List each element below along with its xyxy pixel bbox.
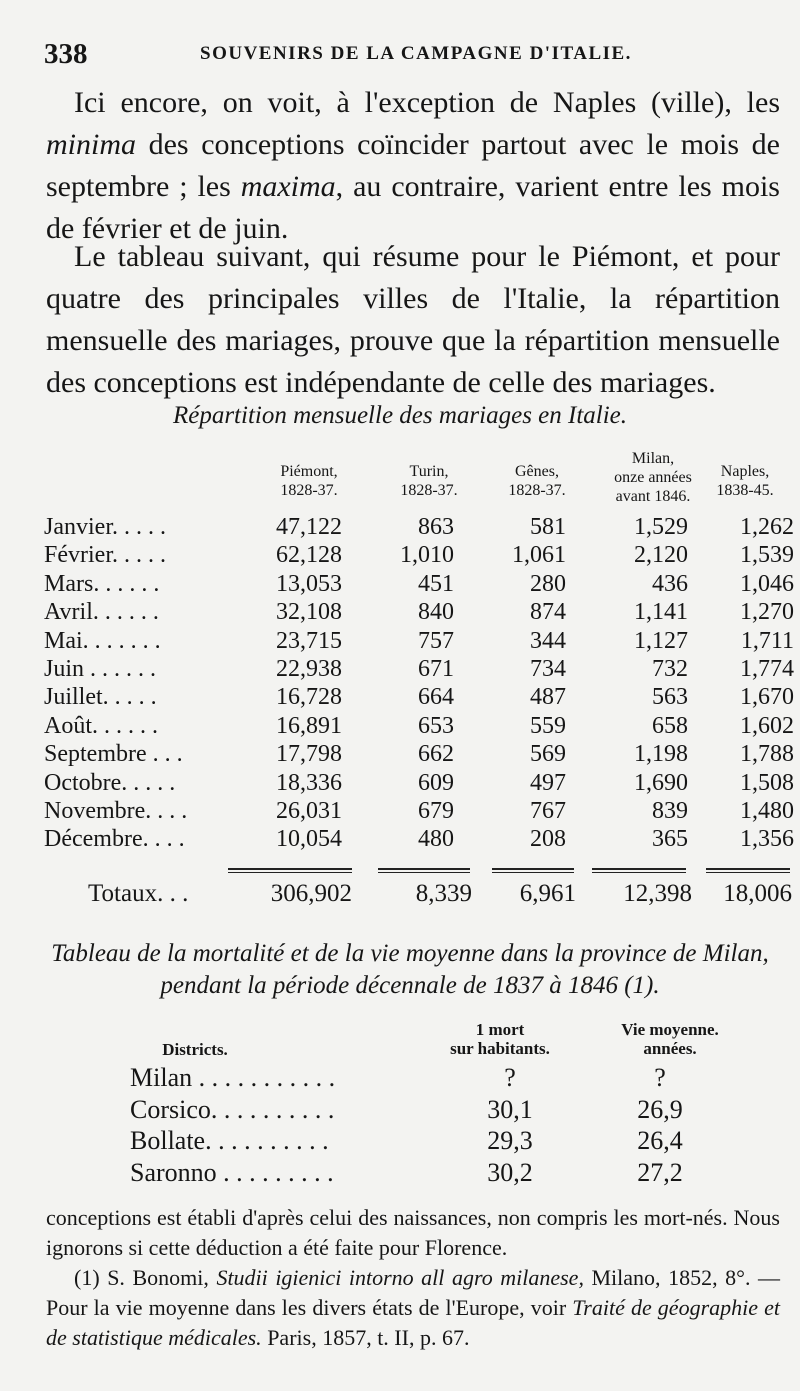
table-cell: 1,602 [740,712,794,739]
table-row [44,655,794,683]
month-label: Mars. . . . . . [44,570,160,597]
total-value: 18,006 [723,880,792,907]
totals-rule [706,868,790,870]
footnote-text: (1) S. Bonomi, [74,1265,217,1290]
totals-label: Totaux. . . [88,880,189,907]
column-header-line: 1828-37. [280,482,338,499]
district-label: Corsico. . . . . . . . . . [130,1094,335,1124]
table-cell: 23,715 [276,627,342,654]
table-cell: 664 [418,684,454,711]
paragraph-text: Ici encore, on voit, à l'exception de Naples (ville), les [74,86,780,119]
table-cell: 734 [530,655,566,682]
table-cell: 874 [530,599,566,626]
table-cell: 1,539 [740,542,794,569]
table-cell: 29,3 [487,1126,533,1155]
table-title-line: Tableau de la mortalité et de la vie moyenne dans la province de Milan, [51,940,769,967]
column-header-line: 1828-37. [400,482,458,499]
column-header-line: années. [643,1039,697,1058]
month-label: Septembre . . . [44,741,183,768]
table-cell: 26,031 [276,797,342,824]
paragraph-italic: minima [46,128,136,161]
table-row [44,683,794,711]
paragraph-text: , au contraire, varient entre les mois de février et de juin. [46,170,780,245]
table-cell: 569 [530,741,566,768]
column-header-line: Turin, [409,463,449,480]
table-cell: 1,529 [634,514,688,540]
column-header-line: Milan, [631,450,675,467]
table-row [44,769,794,797]
month-label: Février. . . . . [44,542,166,569]
column-header-line: avant 1846. [615,488,691,505]
month-label: Juin . . . . . . [44,655,157,682]
table-cell: 757 [418,627,454,654]
page-number: 338 [44,38,88,70]
totals-rule [378,868,470,870]
column-header-districts: Districts. [162,1040,228,1059]
totals-rule [228,872,352,873]
table-row [130,1158,730,1190]
table-row [44,570,794,598]
table-cell: 1,690 [634,769,688,796]
month-label: Janvier. . . . . [44,514,166,540]
column-header-genes [478,462,596,500]
totals-rule [592,868,686,870]
footnote-1 [46,1263,780,1353]
table-cell: 1,774 [740,655,794,682]
table-cell: 559 [530,712,566,739]
totals-rule [706,872,790,873]
footnote-italic: Studii igienici intorno all agro milanese, [216,1265,584,1290]
table-cell: 1,480 [740,797,794,824]
table-cell: 480 [418,826,454,853]
table-cell: 32,108 [276,599,342,626]
table-cell: 1,127 [634,627,688,654]
total-value: 8,339 [415,880,472,907]
table-row [44,541,794,569]
column-header-line: 1828-37. [508,482,566,499]
table-cell: 671 [418,655,454,682]
table-row [44,740,794,768]
total-value: 306,902 [270,880,352,907]
table-marriages-title: Répartition mensuelle des mariages en Italie. [172,402,628,429]
month-label: Novembre. . . . [44,797,188,824]
paragraph-conceptions [46,82,780,250]
table-cell: 609 [418,769,454,796]
table-cell: 679 [418,797,454,824]
table-cell: 208 [530,826,566,853]
footnote-text: Paris, 1857, t. II, p. 67. [261,1325,470,1350]
table-row [44,712,794,740]
total-value: 6,961 [519,880,576,907]
district-label: Milan . . . . . . . . . . . [130,1063,336,1092]
table-row [130,1095,730,1127]
column-header-line: onze années [614,469,692,486]
table-cell: 18,336 [276,769,342,796]
table-cell: 280 [530,570,566,597]
table-cell: 451 [418,570,454,597]
totals-rule [228,868,352,870]
table-cell: 365 [652,826,688,853]
totals-rule [492,872,574,873]
month-label: Août. . . . . . [44,712,158,739]
column-header-line: sur habitants. [450,1039,550,1058]
table-row [130,1063,730,1095]
running-header [44,38,784,72]
table-cell: 30,2 [487,1157,533,1187]
month-label: Décembre. . . . [44,826,185,853]
table-cell: 2,120 [634,542,688,569]
totals-rule [592,872,686,873]
paragraph-mariages: Le tableau suivant, qui résume pour le Piémont, et pour quatre des principales villes de l'Italie, la répartition mensuelle des mariages, prouve que la répartition mensuelle des conceptions est indépendante de celle des mariages. [46,240,780,399]
table-marriages-body [44,513,794,854]
table-cell: 662 [418,741,454,768]
table-row [44,627,794,655]
table-cell: 732 [652,655,688,682]
table-cell: 16,728 [276,684,342,711]
totals-rule [378,872,470,873]
table-cell: 10,054 [276,826,342,853]
total-value: 12,398 [623,880,692,907]
table-cell: 13,053 [276,570,342,597]
table-cell: 1,356 [740,826,794,853]
table-cell: 658 [652,712,688,739]
column-header-mort [430,1020,570,1058]
month-label: Avril. . . . . . [44,599,159,626]
table-mortality-title [40,938,780,1002]
table-cell: 17,798 [276,741,342,768]
table-row [44,513,794,541]
table-cell: 1,198 [634,741,688,768]
table-cell: 1,141 [634,599,688,626]
table-cell: 839 [652,797,688,824]
table-cell: 1,262 [740,514,794,540]
table-cell: 863 [418,514,454,540]
table-cell: 653 [418,712,454,739]
table-cell: 344 [530,627,566,654]
table-row [130,1126,730,1158]
table-row [44,598,794,626]
column-header-vie [600,1020,740,1058]
month-label: Octobre. . . . . [44,769,176,796]
table-cell: 767 [530,797,566,824]
table-cell: 47,122 [276,514,342,540]
column-header-line: Naples, [720,463,770,480]
paragraph-text: des conceptions coïncider partout avec le mois de septembre ; les [46,128,780,203]
column-header-line: 1 mort [475,1020,525,1039]
table-cell: 1,046 [740,570,794,597]
footnote-continuation: conceptions est établi d'après celui des naissances, non compris les mort-nés. Nous ignorons si cette déduction a été faite pour Florence. [46,1205,780,1260]
table-cell: 1,711 [740,627,794,654]
column-header-line: 1838-45. [716,482,774,499]
table-cell: 840 [418,599,454,626]
table-row [44,797,794,825]
column-header-turin [370,462,488,500]
table-mortality-body [130,1063,730,1189]
month-label: Juillet. . . . . [44,684,157,711]
table-cell: 1,508 [740,769,794,796]
table-cell: 22,938 [276,655,342,682]
column-header-naples [690,462,800,500]
table-cell: 1,270 [740,599,794,626]
table-cell: 487 [530,684,566,711]
table-cell: 1,010 [400,542,454,569]
table-cell: 16,891 [276,712,342,739]
footnote-text: Milano, 1852, 8°. — Pour la vie moyenne dans les divers états de l'Europe, voir [46,1265,780,1320]
running-title: SOUVENIRS DE LA CAMPAGNE D'ITALIE. [200,43,632,64]
table-cell: 563 [652,684,688,711]
table-cell: 26,9 [637,1094,683,1124]
column-header-line: Vie moyenne. [621,1020,719,1039]
table-cell: 27,2 [637,1157,683,1187]
district-label: Bollate. . . . . . . . . . [130,1126,329,1155]
table-cell: 581 [530,514,566,540]
table-title-line: pendant la période décennale de 1837 à 1846 (1). [160,972,660,999]
month-label: Mai. . . . . . . [44,627,161,654]
table-row [44,825,794,853]
table-cell: 1,788 [740,741,794,768]
paragraph-italic: maxima [240,170,336,203]
table-cell: 62,128 [276,542,342,569]
table-cell: 26,4 [637,1126,683,1155]
column-header-line: Gênes, [515,463,559,480]
table-cell: 1,670 [740,684,794,711]
table-cell: 436 [652,570,688,597]
totals-row [44,880,794,914]
column-header-line: Piémont, [280,463,338,480]
column-header-piemont [250,462,368,500]
table-cell: ? [654,1063,666,1092]
table-cell: 497 [530,769,566,796]
table-cell: ? [504,1063,516,1092]
table-cell: 30,1 [487,1094,533,1124]
district-label: Saronno . . . . . . . . . [130,1157,334,1187]
totals-rule [492,868,574,870]
footnote-italic: Traité de géographie et de statistique médicales. [46,1295,780,1350]
table-cell: 1,061 [512,542,566,569]
